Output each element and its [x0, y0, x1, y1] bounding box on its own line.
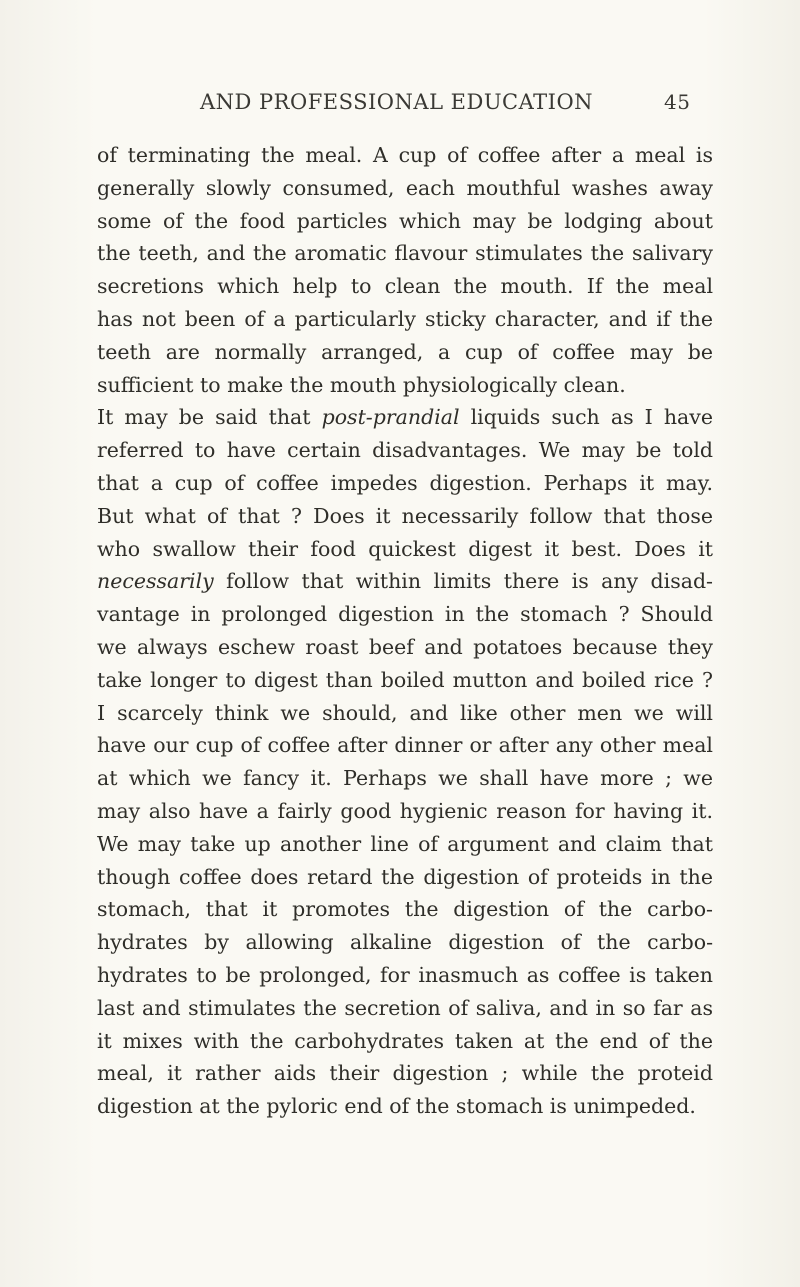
text-line: secretions which help to clean the mouth. If the meal [97, 274, 713, 299]
text-line: stomach, that it promotes the digestion of the carbo- [97, 897, 713, 922]
emphasis-text: post-prandial [321, 405, 460, 430]
page-number: 45 [664, 90, 691, 114]
text-line: take longer to digest than boiled mutton and boiled rice ? [97, 667, 713, 692]
text-line: vantage in prolonged digestion in the stomach ? Should [97, 602, 713, 627]
text-line: last and stimulates the secretion of saliva, and in so far as [97, 995, 713, 1020]
text-line: the teeth, and the aromatic flavour stimulates the salivary [97, 241, 713, 266]
text-line: referred to have certain disadvantages. We may be told [97, 438, 713, 463]
text-line: hydrates to be prolonged, for inasmuch as coffee is taken [97, 962, 713, 987]
text-line: that a cup of coffee impedes digestion. Perhaps it may. [97, 470, 713, 495]
text-line: meal, it rather aids their digestion ; while the proteid [97, 1061, 713, 1086]
text-line: We may take up another line of argument and claim that [97, 831, 713, 856]
text-line: sufficient to make the mouth physiologically clean. [97, 372, 626, 397]
text-line: at which we fancy it. Perhaps we shall have more ; we [97, 766, 713, 791]
running-head: AND PROFESSIONAL EDUCATION [200, 90, 594, 114]
text-line: who swallow their food quickest digest it best. Does it [97, 536, 713, 561]
text-line: digestion at the pyloric end of the stomach is unimpeded. [97, 1094, 696, 1119]
text-line: teeth are normally arranged, a cup of coffee may be [97, 339, 713, 364]
body-text [97, 139, 713, 1123]
text-line: we always eschew roast beef and potatoes because they [97, 634, 713, 659]
text-line: though coffee does retard the digestion of proteids in the [97, 864, 713, 889]
text-line: it mixes with the carbohydrates taken at the end of the [97, 1028, 713, 1053]
text-line: of terminating the meal. A cup of coffee after a meal is [97, 143, 713, 167]
text-line: generally slowly consumed, each mouthful washes away [97, 175, 713, 200]
text-line: may also have a fairly good hygienic reason for having it. [97, 798, 713, 823]
page-header [200, 88, 691, 122]
text-line: But what of that ? Does it necessarily follow that those [97, 503, 713, 528]
text-line: has not been of a particularly sticky character, and if the [97, 306, 713, 331]
text-line: some of the food particles which may be lodging about [97, 208, 713, 233]
text-line: hydrates by allowing alkaline digestion of the carbo- [97, 930, 713, 955]
text-line: It may be said that post-prandial liquids such as I have [97, 405, 713, 430]
text-line: have our cup of coffee after dinner or after any other meal [97, 733, 713, 758]
text-line: necessarily follow that within limits there is any disad- [97, 569, 713, 594]
text-line: I scarcely think we should, and like other men we will [97, 700, 713, 725]
emphasis-text: necessarily [97, 569, 214, 594]
